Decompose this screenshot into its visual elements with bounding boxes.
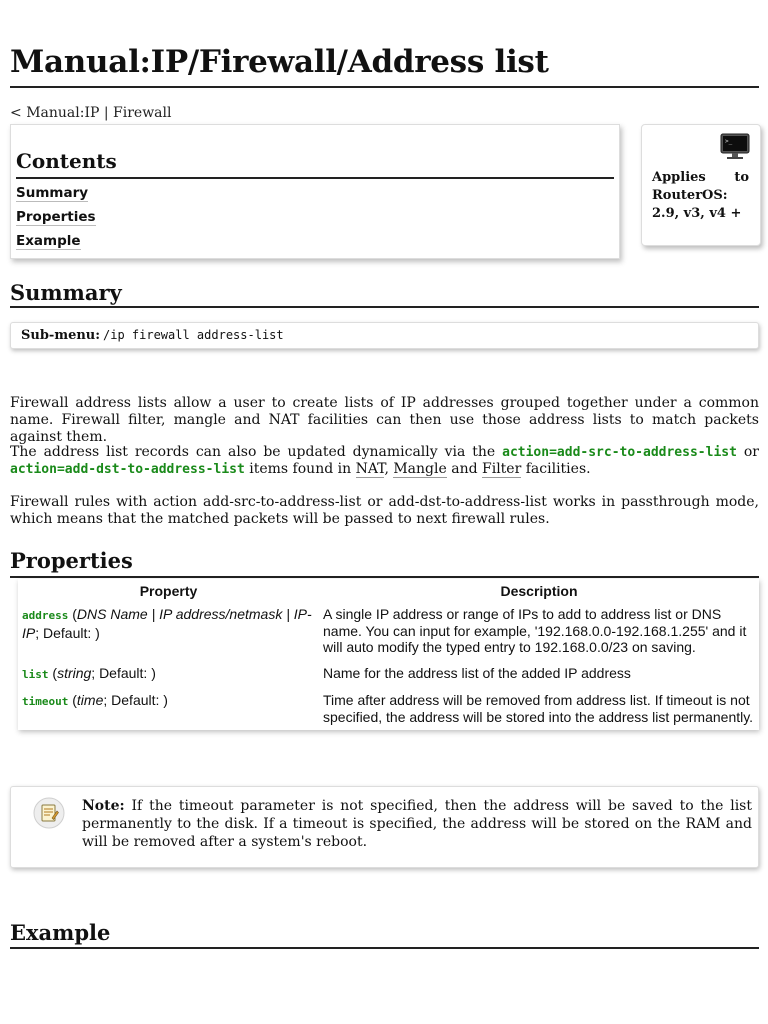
link-filter[interactable]: Filter xyxy=(482,461,522,477)
description-cell: Time after address will be removed from address list. If timeout is not specified, the address will be stored into the address list permanently. xyxy=(323,692,754,725)
note-body: If the timeout parameter is not specified, then the address will be saved to the list permanently to the disk. If a timeout is specified, the address will be stored on the RAM and will be removed after a system's reboot. xyxy=(82,798,752,850)
toc-item-properties xyxy=(16,209,96,233)
p2-text-f: facilities. xyxy=(521,461,591,477)
summary-divider xyxy=(10,306,759,308)
monitor-icon xyxy=(720,133,750,161)
p2-text-d: , xyxy=(384,461,394,477)
p2-text-a: The address list records can also be updated dynamically via the xyxy=(10,444,503,460)
property-name: list xyxy=(22,667,49,681)
toc-heading: Contents xyxy=(16,149,117,173)
property-type: time xyxy=(76,692,104,708)
code-add-src: action=add-src-to-address-list xyxy=(502,445,737,460)
breadcrumb-link-ip[interactable]: Manual:IP xyxy=(26,105,100,121)
property-default: ; Default: ) xyxy=(103,692,168,708)
title-divider xyxy=(10,86,759,88)
link-mangle[interactable]: Mangle xyxy=(393,461,447,477)
property-cell xyxy=(18,661,319,689)
toc-link-example[interactable]: Example xyxy=(16,233,81,249)
submenu-box xyxy=(10,322,759,349)
applies-to-box xyxy=(641,124,761,246)
toc-link-summary[interactable]: Summary xyxy=(16,185,89,201)
applies-to-word: to xyxy=(734,170,749,185)
page-title: Manual:IP/Firewall/Address list xyxy=(10,44,549,80)
property-cell xyxy=(18,688,319,730)
property-open: ( xyxy=(68,606,77,622)
table-row xyxy=(18,602,759,661)
description-cell: A single IP address or range of IPs to add to address list or DNS name. You can input for example, '192.168.0.0-192.168.1.255' and it will auto modify the typed entry to 192.168.0.0/23 on saving. xyxy=(323,606,747,655)
toc-link-properties[interactable]: Properties xyxy=(16,209,96,225)
col-header-description: Description xyxy=(500,583,578,599)
table-row xyxy=(18,688,759,730)
toc-divider xyxy=(16,177,614,179)
p2-text-e: and xyxy=(446,461,483,477)
link-nat[interactable]: NAT xyxy=(355,461,385,477)
toc-item-example xyxy=(16,233,96,257)
applies-versions: 2.9, v3, v4 + xyxy=(652,206,742,221)
property-type: DNS Name | IP address/netmask | IP-IP xyxy=(22,606,312,641)
property-name: timeout xyxy=(22,695,69,708)
p2-text-b: or xyxy=(736,444,759,460)
note-box xyxy=(10,786,759,868)
property-default: ; Default: ) xyxy=(91,664,156,681)
property-default: ; Default: ) xyxy=(35,624,100,641)
summary-paragraph-2 xyxy=(10,444,759,478)
toc-item-summary xyxy=(16,185,96,209)
table-row xyxy=(18,661,759,689)
description-cell: Name for the address list of the added IP address xyxy=(323,664,631,681)
properties-table xyxy=(18,579,759,730)
property-type: string xyxy=(57,664,92,681)
svg-text:>_: >_ xyxy=(725,138,733,145)
applies-to-text xyxy=(652,169,749,223)
property-cell xyxy=(18,602,319,661)
example-heading: Example xyxy=(10,920,111,945)
breadcrumb-link-firewall[interactable]: Firewall xyxy=(113,105,172,121)
note-text xyxy=(82,797,752,851)
example-divider xyxy=(10,947,759,949)
property-open: ( xyxy=(68,692,77,708)
properties-heading: Properties xyxy=(10,548,133,573)
applies-product: RouterOS: xyxy=(652,188,728,203)
submenu-label: Sub-menu: xyxy=(21,328,101,343)
note-label: Note: xyxy=(82,798,125,814)
breadcrumb-separator: | xyxy=(99,105,114,121)
property-name: address xyxy=(22,609,69,622)
summary-heading: Summary xyxy=(10,280,122,305)
submenu-path: /ip firewall address-list xyxy=(103,328,284,342)
properties-divider xyxy=(10,576,759,578)
table-of-contents xyxy=(10,124,620,259)
note-icon xyxy=(33,797,65,829)
breadcrumb-prefix: < xyxy=(10,105,27,121)
property-open: ( xyxy=(48,664,58,681)
toc-list xyxy=(16,185,96,257)
p2-text-c: items found in xyxy=(244,461,356,477)
col-header-property: Property xyxy=(139,583,198,599)
table-header-row xyxy=(18,579,759,602)
breadcrumb xyxy=(10,105,172,121)
applies-word: Applies xyxy=(652,170,706,185)
code-add-dst: action=add-dst-to-address-list xyxy=(10,462,245,477)
summary-paragraph-1: Firewall address lists allow a user to create lists of IP addresses grouped together under a common name. Firewall filter, mangle and NAT facilities can then use those address lists to match packets against them. xyxy=(10,395,759,445)
summary-paragraph-3: Firewall rules with action add-src-to-address-list or add-dst-to-address-list works in passthrough mode, which means that the matched packets will be passed to next firewall rules. xyxy=(10,494,759,527)
